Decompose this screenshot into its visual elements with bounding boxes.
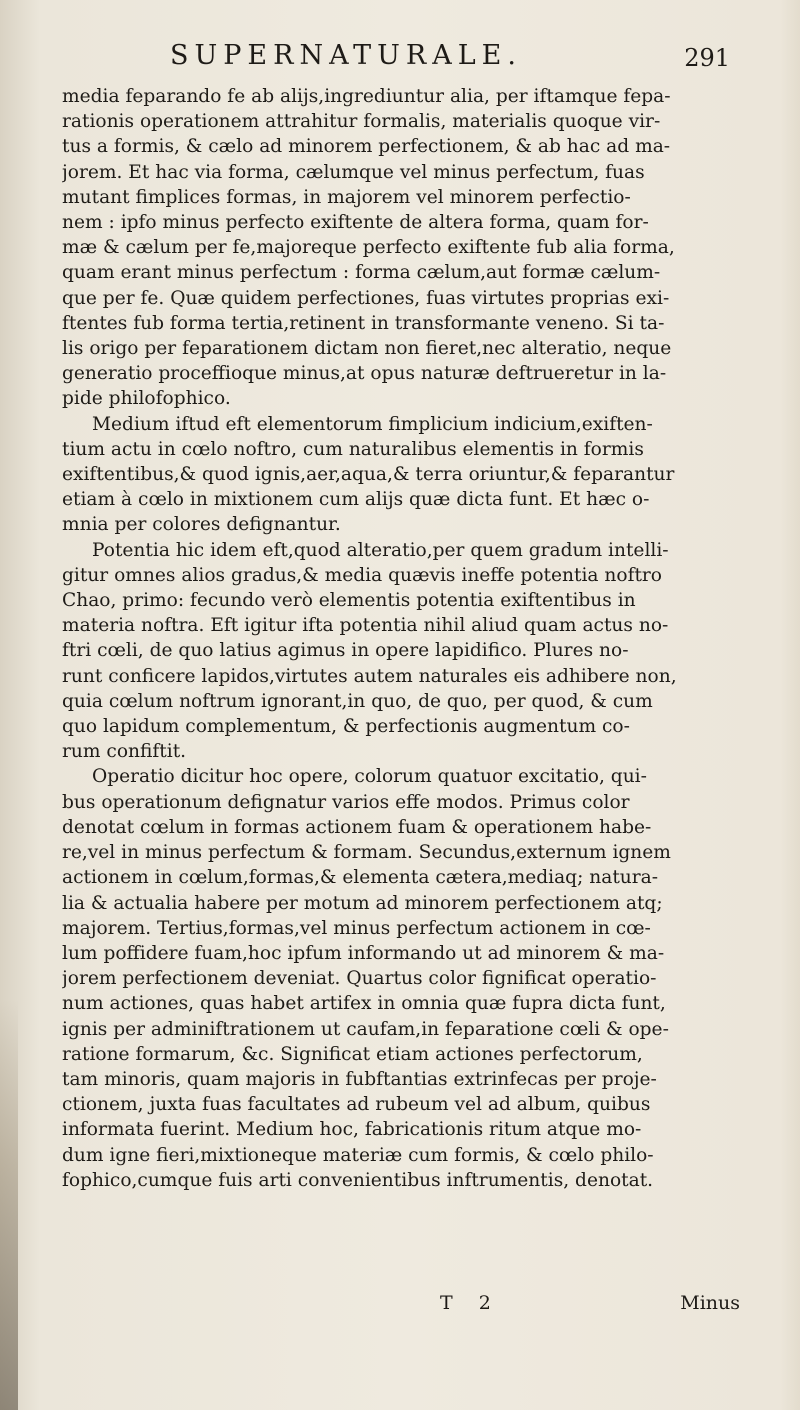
text-line: quam erant minus perfectum : forma cælum,aut formæ cælum- (62, 262, 661, 284)
text-line: num actiones, quas habet artifex in omnia quæ fupra dicta funt, (62, 993, 666, 1015)
text-line: nem : ipfo minus perfecto exiftente de altera forma, quam for- (62, 212, 649, 234)
text-line: informata fuerint. Medium hoc, fabricationis ritum atque mo- (62, 1119, 642, 1141)
text-line: dum igne fieri,mixtioneque materiæ cum formis, & cœlo philo- (62, 1144, 654, 1166)
text-line: jorem. Et hac via forma, cælumque vel minus perfectum, fuas (62, 161, 645, 183)
text-line: lis origo per feparationem dictam non fieret,nec alteratio, neque (62, 338, 672, 360)
text-line: re,vel in minus perfectum & formam. Secundus,externum ignem (62, 842, 671, 864)
page-footer (440, 1292, 740, 1322)
text-line: mnia per colores defignantur. (62, 514, 341, 536)
text-line: media feparando fe ab alijs,ingrediuntur alia, per iftamque fepa- (62, 86, 671, 107)
text-line: tium actu in cœlo noftro, cum naturalibus elementis in formis (62, 438, 644, 460)
text-line: etiam à cœlo in mixtionem cum alijs quæ dicta funt. Et hæc o- (62, 489, 650, 511)
text-line: lum poffidere fuam,hoc ipfum informando ut ad minorem & ma- (62, 942, 665, 964)
text-line: tus a formis, & cælo ad minorem perfectionem, & ab hac ad ma- (62, 136, 671, 158)
body-text (62, 84, 730, 1193)
text-line: actionem in cœlum,formas,& elementa cætera,mediaq; natura- (62, 867, 659, 889)
text-line: majorem. Tertius,formas,vel minus perfectum actionem in cœ- (62, 917, 651, 939)
running-head (170, 40, 730, 80)
text-line: Medium iftud eft elementorum fimplicium indicium,exiften- (92, 413, 653, 435)
text-line: denotat cœlum in formas actionem fuam & operationem habe- (62, 816, 652, 838)
text-line: ftri cœli, de quo latius agimus in opere lapidifico. Plures no- (62, 640, 629, 662)
text-line: exiftentibus,& quod ignis,aer,aqua,& terra oriuntur,& feparantur (62, 464, 675, 486)
text-line: rum confiftit. (62, 741, 187, 763)
text-line: runt conficere lapidos,virtutes autem naturales eis adhibere non, (62, 665, 677, 687)
text-line: jorem perfectionem deveniat. Quartus color fignificat operatio- (62, 968, 657, 990)
page-edge-stain (0, 1000, 18, 1410)
catchword: Minus (680, 1292, 740, 1314)
text-line: que per fe. Quæ quidem perfectiones, fuas virtutes proprias exi- (62, 287, 670, 309)
text-line: ftentes fub forma tertia,retinent in transformante veneno. Si ta- (62, 312, 665, 334)
text-line: Potentia hic idem eft,quod alteratio,per quem gradum intelli- (92, 539, 669, 561)
page-number: 291 (684, 44, 730, 72)
text-line: fophico,cumque fuis arti convenientibus inftrumentis, denotat. (62, 1169, 654, 1191)
text-line: ignis per adminiftrationem ut caufam,in feparatione cœli & ope- (62, 1018, 669, 1040)
text-line: Chao, primo: fecundo verò elementis potentia exiftentibus in (62, 590, 636, 612)
text-line: Operatio dicitur hoc opere, colorum quatuor excitatio, qui- (92, 766, 647, 788)
text-line: quia cœlum noftrum ignorant,in quo, de quo, per quod, & cum (62, 690, 653, 712)
text-line: lia & actualia habere per motum ad minorem perfectionem atq; (62, 892, 663, 914)
text-line: rationis operationem attrahitur formalis, materialis quoque vir- (62, 111, 661, 133)
text-line: materia noftra. Eft igitur ifta potentia nihil aliud quam actus no- (62, 615, 669, 637)
text-line: gitur omnes alios gradus,& media quævis ineffe potentia noftro (62, 564, 663, 586)
text-line: mæ & cælum per fe,majoreque perfecto exiftente fub alia forma, (62, 237, 675, 259)
running-title: SUPERNATURALE. (170, 40, 522, 71)
text-line: pide philofophico. (62, 388, 231, 410)
text-line: ctionem, juxta fuas facultates ad rubeum vel ad album, quibus (62, 1094, 651, 1116)
text-line: quo lapidum complementum, & perfectionis augmentum co- (62, 716, 630, 738)
text-line: ratione formarum, &c. Significat etiam actiones perfectorum, (62, 1043, 643, 1065)
text-line: bus operationum defignatur varios effe modos. Primus color (62, 791, 630, 813)
text-line: generatio proceffioque minus,at opus naturæ deftrueretur in la- (62, 363, 667, 385)
text-line: tam minoris, quam majoris in fubftantias extrinfecas per proje- (62, 1068, 657, 1090)
signature-mark: T 2 (440, 1292, 501, 1314)
text-line: mutant fimplices formas, in majorem vel minorem perfectio- (62, 186, 631, 208)
